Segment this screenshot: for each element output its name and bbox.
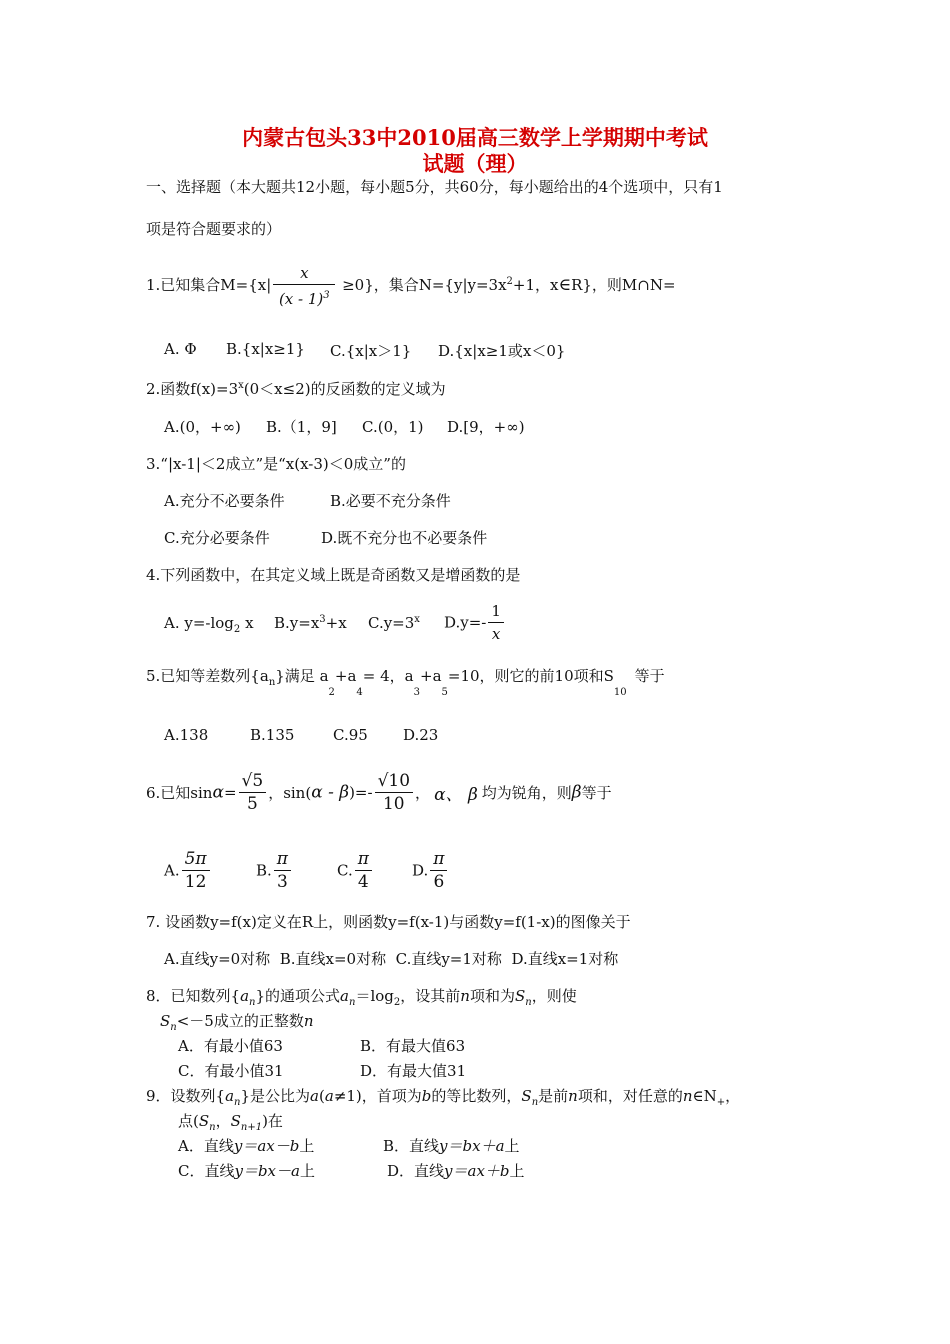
q8-l1-hn: n [525,997,532,1008]
q2-option-c: C.(0，1) [362,418,424,436]
q6-eq2: )=- [349,783,373,802]
q6-option-a-label: A. [164,861,180,880]
q3-option-d: D.既不充分也不必要条件 [321,529,488,547]
q6-d-den: 6 [433,872,445,892]
q8-l1-c: a [340,987,349,1005]
q6-option-a [164,848,212,893]
q5-sub-5: 5 [441,687,448,698]
q4-option-d [444,600,506,645]
q6-f1-num: √5 [239,770,267,793]
q1-option-d: D.{x|x≥1或x＜0} [438,342,566,360]
q8-l2-b: <－5成立的正整数 [176,1012,304,1030]
q4-option-c [368,614,420,632]
q4-option-a [164,614,254,635]
question-8-stem-line1 [146,985,577,1008]
q6-a-num: 5π [182,848,210,871]
q7-options: A.直线y=0对称 B.直线x=0对称 C.直线y=1对称 D.直线x=1对称 [164,950,619,968]
q2-option-b: B.（1，9] [266,418,337,436]
q6-option-a-fraction [182,848,210,893]
q8-option-c: C．有最小值31 [178,1062,284,1080]
q8-option-d: D．有最大值31 [360,1062,467,1080]
q1-text-post: +1，x [512,276,559,294]
q9-l1-a: 9．设数列{ [146,1087,226,1105]
q9-l1-c: a [310,1087,319,1105]
q9-l1-n: n [234,1097,241,1108]
q9-d-tail: 上 [509,1162,525,1180]
section-header-line1: 一、选择题（本大题共12小题，每小题5分，共60分，每小题给出的4个选项中，只有1 [146,178,723,196]
q9-l1-in: n [531,1097,539,1108]
q9-l1-b: }是公比为 [240,1087,311,1105]
q8-l1-cn: n [349,997,356,1008]
q8-l1-an: a [240,987,250,1005]
q4-d-den: x [491,625,501,643]
q4-option-b-post: +x [325,614,347,632]
q9-l2-bn: n [209,1122,216,1133]
question-5-stem [146,665,665,698]
q9-l1-g: b [421,1087,432,1105]
question-6-stem [146,770,612,815]
q6-comma: ， [415,784,431,802]
q1-frac-den-exp: 3 [323,290,330,301]
q5-text-pre: 5.已知等差数列{a [146,667,269,685]
q6-option-d [412,848,449,893]
q5-option-c: C.95 [333,726,368,744]
q5-option-a: A.138 [164,726,209,744]
q8-l2-c: n [303,1012,314,1030]
q4-option-c-exp: x [414,614,420,625]
q8-l1-i: ，则使 [531,987,577,1005]
q9-l2-e: )在 [262,1112,283,1130]
q8-l2-n: n [170,1022,177,1033]
q9-b-tail: 上 [504,1137,520,1155]
q1-frac-num: x [273,262,335,285]
q9-l2-a: 点( [178,1112,199,1130]
q1-text-post2: R}，则M∩N= [571,276,676,294]
q6-text-post2: 等于 [581,784,612,802]
q4-option-b-pre: B.y=x [274,614,320,632]
q4-option-c-pre: C.y=3 [368,614,415,632]
q8-l1-d: ＝log [355,987,394,1005]
q8-l1-f: n [460,987,470,1005]
q9-l2-d: S [230,1112,241,1130]
question-9-stem-line2 [178,1110,283,1133]
question-4-stem: 4.下列函数中，在其定义域上既是奇函数又是增函数的是 [146,566,521,584]
q4-option-d-pre: D.y=- [444,613,487,632]
q9-b-eq: y＝bx＋a [439,1137,505,1155]
q2-text-pre: 2.函数f(x)=3 [146,380,239,398]
q9-c-tail: 上 [299,1162,315,1180]
q5-text-eq2: =10，则它的前10项和S [447,667,614,685]
q9-l1-p: + [716,1097,726,1108]
q6-eq: = [223,783,237,802]
q6-a-den: 12 [184,872,207,892]
q9-l1-k: n [568,1087,578,1105]
q4-option-d-fraction [488,600,504,645]
q6-f1-den: 5 [246,794,258,814]
q8-l2-a: S [160,1012,171,1030]
q8-l1-a: 8．已知数列{ [146,987,241,1005]
q6-alpha-beta: α、 β [434,785,478,805]
q1-text-mid: ≥0}，集合N={y|y=3x [342,276,507,294]
q6-d-num: π [430,848,447,871]
q4-d-num: 1 [488,600,504,623]
q8-l1-n: n [249,997,256,1008]
q9-l1-e: a [324,1087,334,1105]
q6-option-b [256,848,293,893]
q6-fraction-sqrt10 [375,770,413,815]
q9-d-eq: y＝ax＋b [444,1162,510,1180]
q9-l2-dn: n+1 [240,1122,263,1133]
q6-f2-num: √10 [375,770,413,793]
question-3-stem: 3.“|x-1|＜2成立”是“x(x-3)＜0成立”的 [146,455,406,473]
q9-l1-j: 是前 [538,1087,569,1105]
q4-option-a-post: x [240,614,254,632]
q6-alpha-minus-beta: α - β [311,782,350,803]
question-9-stem-line1 [146,1085,740,1108]
q9-l1-d: ( [319,1087,325,1105]
q9-l1-an: a [225,1087,235,1105]
q9-a-tail: 上 [299,1137,315,1155]
q9-l1-q: ， [725,1087,741,1105]
q6-text-mid: ，sin( [268,784,312,802]
q9-l1-i: S [521,1087,532,1105]
q9-l1-f: ≠1)，首项为 [333,1087,422,1105]
q1-text-pre: 1.已知集合M={x| [146,276,272,294]
q6-b-den: 3 [276,872,288,892]
q5-text-eq1: = 4，a [362,667,414,685]
q4-option-a-sub: 2 [233,624,241,635]
q6-beta: β [571,782,582,803]
q6-text-pre: 6.已知sin [146,784,213,802]
q6-c-den: 4 [357,872,369,892]
q6-option-b-label: B. [256,861,272,880]
question-8-stem-line2 [160,1010,314,1033]
q9-option-d [387,1160,525,1181]
q1-exp: 2 [506,276,513,287]
q1-option-a: A. Φ [164,340,197,358]
q8-l1-e: ，设其前 [400,987,461,1005]
q4-option-a-pre: A. y=-log [164,614,234,632]
q8-l1-b: }的通项公式 [255,987,341,1005]
q8-option-b: B．有最大值63 [360,1037,466,1055]
q6-option-d-fraction [430,848,447,893]
q5-sub-4: 4 [356,687,363,698]
section-header-line2: 项是符合题要求的） [146,220,282,238]
q9-l1-h: 的等比数列， [431,1087,522,1105]
q9-option-c [178,1160,315,1181]
q8-l1-h: S [514,987,526,1005]
q5-text-mid: }满足 a [275,667,329,685]
q9-b-label: B．直线 [383,1137,440,1155]
q2-exp: x [238,380,244,391]
q9-c-label: C．直线 [178,1162,235,1180]
q5-sub-2: 2 [328,687,335,698]
q4-option-b-exp: 3 [319,614,326,625]
q8-l1-d2: 2 [393,997,401,1008]
q5-text-plus1: +a [334,667,357,685]
question-1-stem [146,262,676,310]
q6-c-num: π [355,848,372,871]
q6-option-d-label: D. [412,861,429,880]
q6-b-num: π [274,848,291,871]
q6-option-c-fraction [355,848,372,893]
q5-text-post: 等于 [634,667,665,685]
q5-option-d: D.23 [403,726,439,744]
q9-l2-b: S [198,1112,210,1130]
element-of-symbol: ∈ [558,275,572,295]
q1-option-c: C.{x|x＞1} [330,342,412,360]
q8-l1-g: 项和为 [469,987,515,1005]
q9-a-eq: y＝ax－b [233,1137,300,1155]
q2-option-d: D.[9，+∞) [447,418,525,436]
q3-option-b: B.必要不充分条件 [330,492,451,510]
q6-option-c-label: C. [337,861,353,880]
q9-d-label: D．直线 [387,1162,445,1180]
q9-option-a [178,1135,314,1156]
q9-option-b [383,1135,520,1156]
q5-sub-3: 3 [413,687,420,698]
q6-f2-den: 10 [382,794,405,814]
q6-option-c [337,848,374,893]
q8-option-a: A．有最小值63 [178,1037,283,1055]
q2-text-post: (0＜x≤2)的反函数的定义域为 [243,380,446,398]
q5-text-plus2: +a [420,667,442,685]
q6-alpha: α [212,782,224,803]
q4-option-b [274,614,347,632]
page-subtitle: 试题（理） [422,151,528,176]
q5-sub-10: 10 [613,687,627,698]
q9-c-eq: y＝bx－a [234,1162,300,1180]
q6-option-b-fraction [274,848,291,893]
q6-text-post: 均为锐角，则 [481,784,572,802]
q9-l1-l: 项和，对任意的 [577,1087,683,1105]
q3-option-a: A.充分不必要条件 [164,492,285,510]
q1-frac-den: (x - 1) [278,290,324,308]
q3-option-c: C.充分必要条件 [164,529,270,547]
page-title: 内蒙古包头33中2010届高三数学上学期期中考试 [242,125,708,150]
question-2-stem [146,378,446,399]
q2-option-a: A.(0，+∞) [164,418,241,436]
q6-fraction-sqrt5 [239,770,267,815]
question-7-stem: 7. 设函数y=f(x)定义在R上，则函数y=f(x-1)与函数y=f(1-x)的图像关于 [146,913,631,931]
q5-sub-n: n [268,677,276,688]
q9-l2-c: ， [215,1112,231,1130]
q1-option-b: B.{x|x≥1} [226,340,305,358]
q9-l1-o: ∈N [692,1087,717,1105]
q1-fraction [273,262,335,310]
q5-option-b: B.135 [250,726,295,744]
q9-l1-m: n [682,1087,693,1105]
q9-a-label: A．直线 [178,1137,234,1155]
